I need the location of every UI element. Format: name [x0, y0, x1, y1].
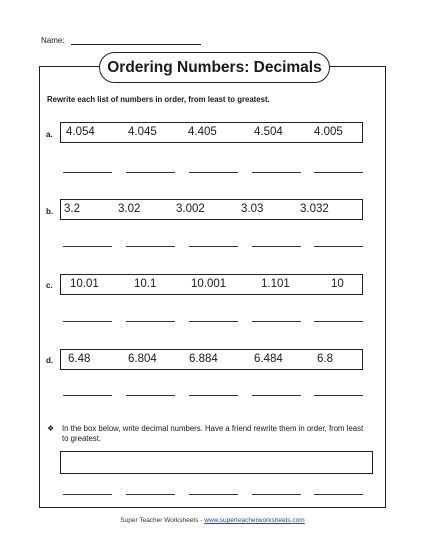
- answer-blank[interactable]: [314, 172, 363, 173]
- number: 3.032: [300, 203, 329, 215]
- answer-blank[interactable]: [314, 494, 363, 495]
- answer-blanks-a: [63, 172, 363, 173]
- answer-blank[interactable]: [189, 246, 238, 247]
- answer-blank[interactable]: [63, 395, 112, 396]
- answer-blank[interactable]: [189, 494, 238, 495]
- answer-blanks-b: [63, 246, 363, 247]
- number: 6.48: [68, 353, 91, 365]
- answer-blanks-c: [63, 321, 363, 322]
- number-box-d: [60, 349, 363, 370]
- answer-blank[interactable]: [63, 246, 112, 247]
- number: 3.02: [118, 203, 141, 215]
- worksheet-title: Ordering Numbers: Decimals: [99, 52, 330, 83]
- number-box-b: [60, 199, 363, 220]
- number: 10.001: [191, 278, 227, 290]
- instruction-text: Rewrite each list of numbers in order, from least to greatest.: [47, 95, 270, 104]
- number: 3.03: [241, 203, 264, 215]
- number: 4.045: [128, 126, 157, 138]
- name-row: [41, 36, 201, 45]
- answer-blanks-extra: [63, 494, 363, 495]
- diamond-bullet-icon: ❖: [47, 424, 55, 433]
- number: 10.01: [70, 278, 99, 290]
- number: 1.101: [261, 278, 290, 290]
- number: 6.884: [189, 353, 218, 365]
- answer-blank[interactable]: [126, 172, 175, 173]
- problem-label-b: b.: [46, 207, 54, 216]
- answer-blank[interactable]: [63, 172, 112, 173]
- number: 4.005: [314, 126, 343, 138]
- answer-blank[interactable]: [252, 321, 301, 322]
- footer-publisher: Super Teacher Worksheets: [120, 517, 199, 524]
- number: 3.2: [64, 203, 80, 215]
- problem-label-a: a.: [46, 130, 53, 139]
- answer-blank[interactable]: [252, 172, 301, 173]
- answer-blank[interactable]: [189, 395, 238, 396]
- answer-blank[interactable]: [252, 494, 301, 495]
- number: 6.484: [254, 353, 283, 365]
- number: 4.054: [66, 126, 95, 138]
- number-box-c: [60, 274, 363, 295]
- footer-url-link[interactable]: www.superteacherworksheets.com: [204, 517, 305, 524]
- number: 6.8: [317, 353, 333, 365]
- footer-separator: -: [200, 517, 203, 524]
- name-input-line[interactable]: [71, 36, 201, 45]
- footer: [0, 517, 425, 524]
- answer-blank[interactable]: [189, 321, 238, 322]
- problem-label-d: d.: [46, 356, 54, 365]
- answer-blank[interactable]: [126, 494, 175, 495]
- answer-blank[interactable]: [314, 395, 363, 396]
- answer-blank[interactable]: [126, 321, 175, 322]
- answer-blank[interactable]: [63, 494, 112, 495]
- write-numbers-box[interactable]: [60, 451, 373, 474]
- answer-blank[interactable]: [126, 395, 175, 396]
- name-label: Name:: [41, 36, 65, 45]
- answer-blank[interactable]: [63, 321, 112, 322]
- number: 10.1: [134, 278, 157, 290]
- answer-blank[interactable]: [314, 246, 363, 247]
- answer-blanks-d: [63, 395, 363, 396]
- answer-blank[interactable]: [189, 172, 238, 173]
- number-box-a: [60, 122, 363, 143]
- answer-blank[interactable]: [314, 321, 363, 322]
- extra-instruction: [47, 424, 367, 444]
- answer-blank[interactable]: [252, 395, 301, 396]
- number: 3.002: [176, 203, 205, 215]
- number: 6.804: [128, 353, 157, 365]
- extra-instruction-text: In the box below, write decimal numbers. Have a friend rewrite them in order, from least to greatest.: [62, 424, 364, 443]
- number: 10: [331, 278, 344, 290]
- problem-label-c: c.: [46, 281, 53, 290]
- number: 4.405: [188, 126, 217, 138]
- answer-blank[interactable]: [126, 246, 175, 247]
- number: 4.504: [254, 126, 283, 138]
- answer-blank[interactable]: [252, 246, 301, 247]
